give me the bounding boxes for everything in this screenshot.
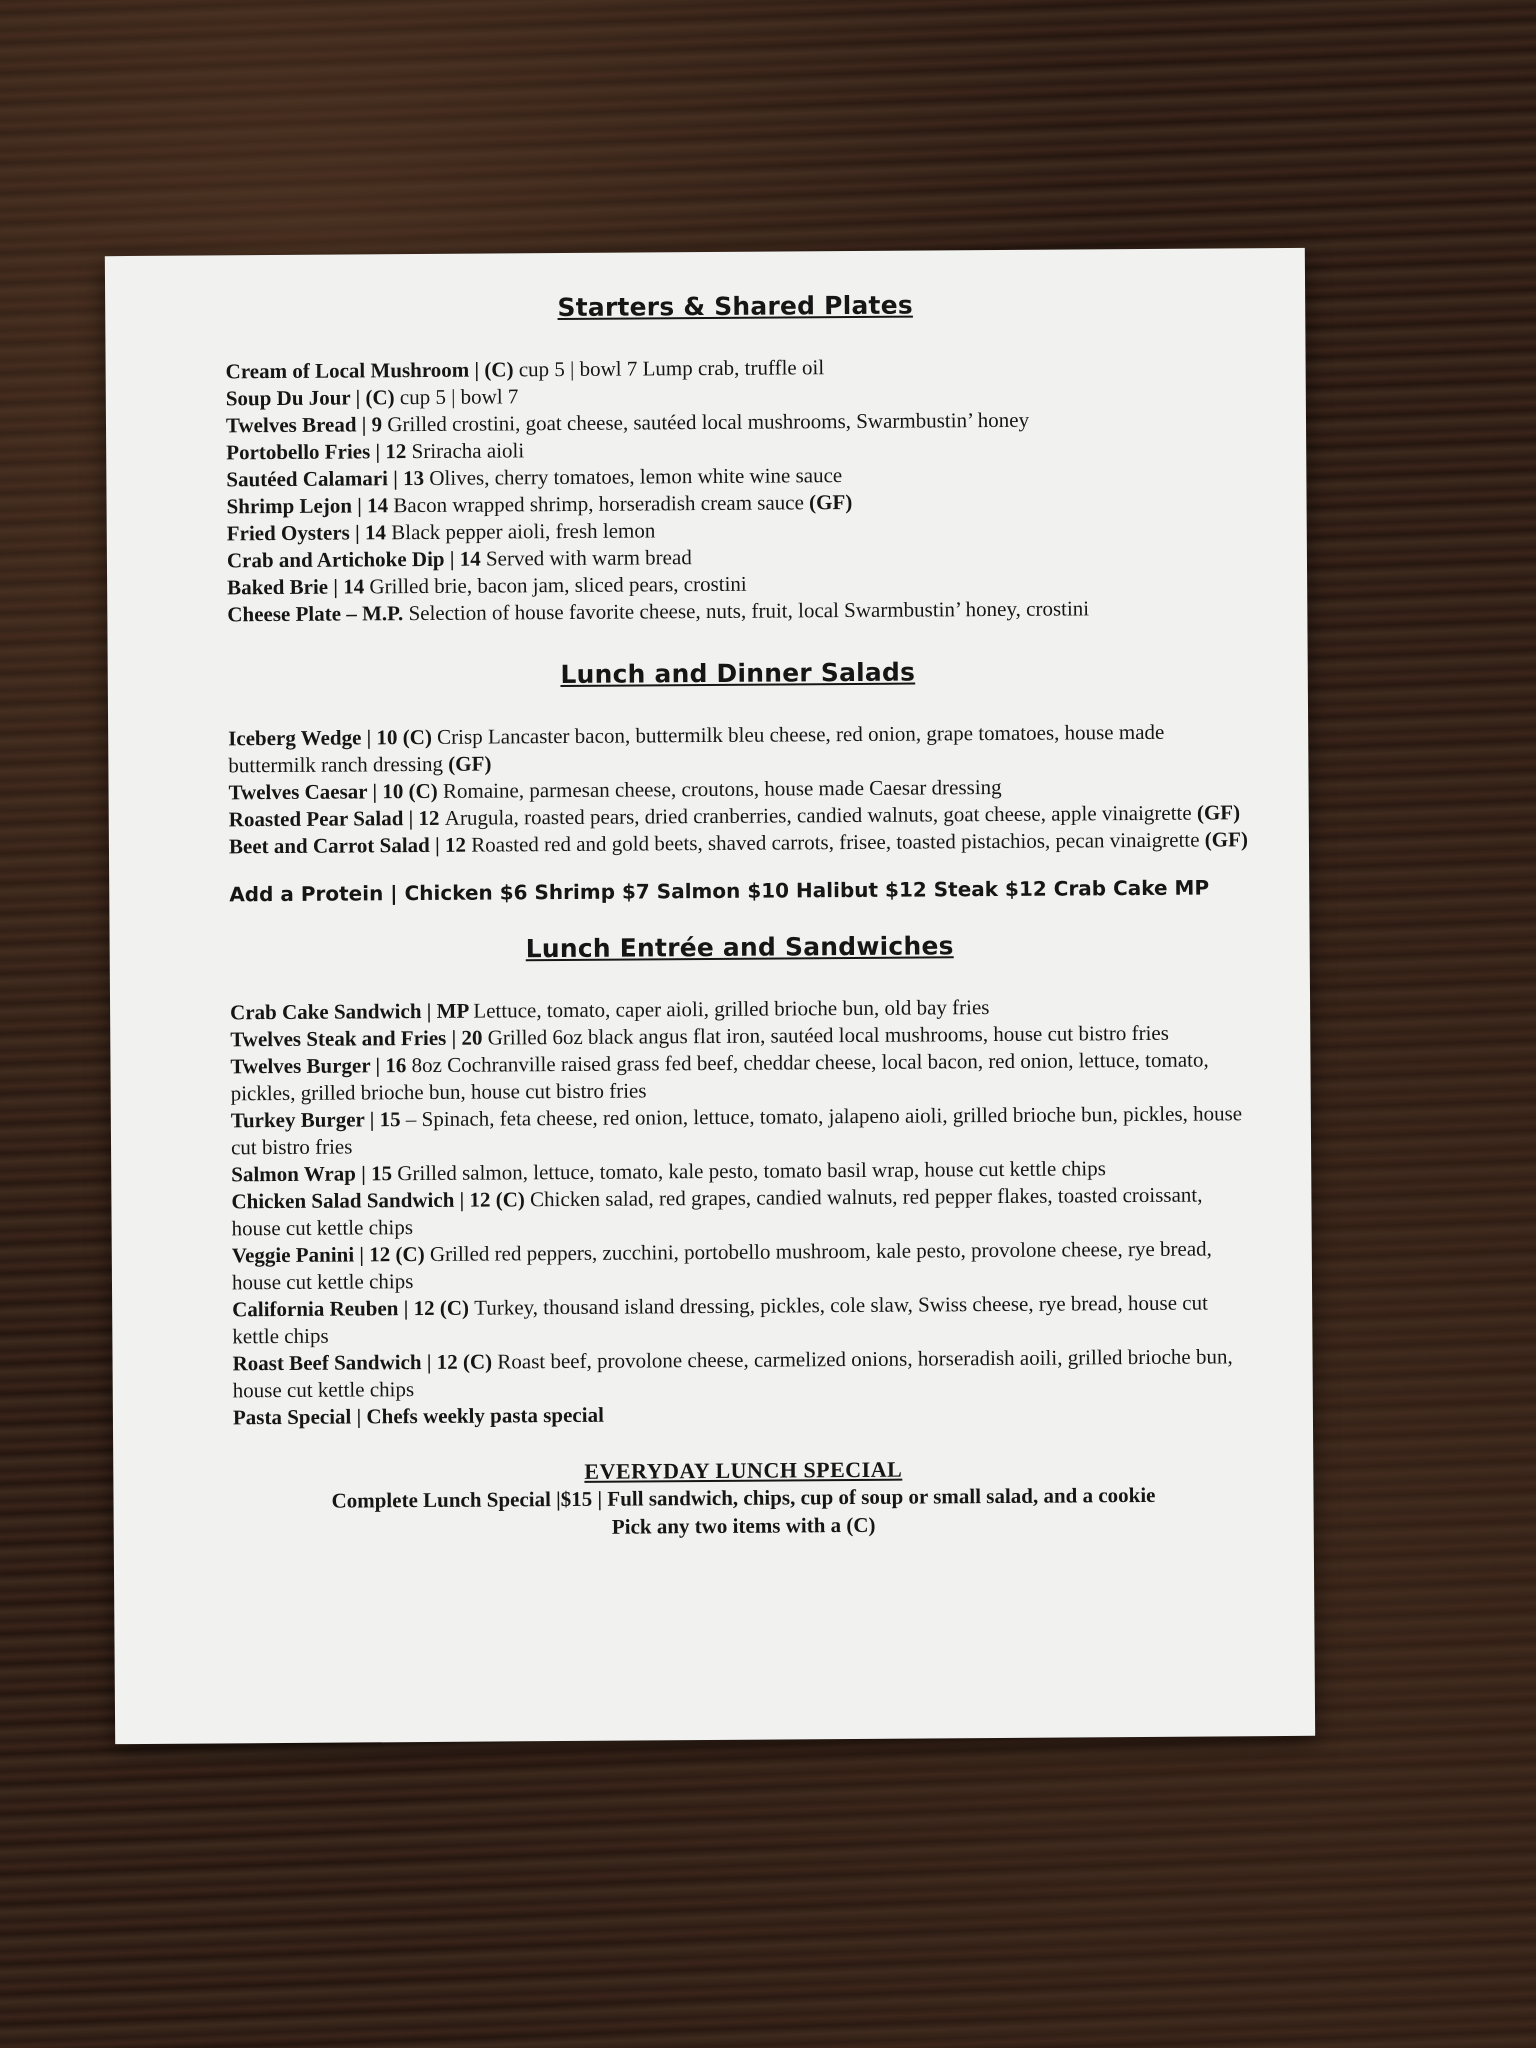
menu-item [232, 1235, 1252, 1296]
menu-item [231, 1181, 1251, 1242]
item-price: | 20 [446, 1025, 488, 1050]
item-name: Baked Brie [227, 574, 329, 600]
item-price: | 12 (C) [454, 1187, 531, 1212]
item-desc: 8oz Cochranville raised grass fed beef, cheddar cheese, local bacon, red onion, lettuce, tomato, pickles, grilled brioche bun, house cut bistro fries [230, 1047, 1209, 1106]
item-name: Roasted Pear Salad [228, 806, 404, 832]
item-price: | MP [421, 998, 474, 1024]
item-desc: Served with warm bread [485, 545, 692, 571]
item-price: | 14 [327, 574, 370, 599]
item-price: | 15 [355, 1161, 398, 1186]
item-name: Soup Du Jour [225, 385, 351, 411]
item-desc: Grilled salmon, lettuce, tomato, kale pesto, tomato basil wrap, house cut kettle chips [397, 1156, 1106, 1186]
menu-item [231, 1100, 1251, 1161]
item-name: Roast Beef Sandwich [232, 1350, 422, 1376]
starters-list [226, 351, 1248, 628]
item-desc: Lettuce, tomato, caper aioli, grilled brioche bun, old bay fries [473, 995, 990, 1023]
item-price: | 16 [370, 1053, 412, 1078]
item-name: Twelves Bread [225, 412, 357, 438]
special-title: EVERYDAY LUNCH SPECIAL [584, 1456, 903, 1484]
menu-item [232, 1289, 1252, 1350]
item-tag: (GF) [809, 489, 853, 515]
item-price: | 12 (C) [398, 1295, 475, 1321]
section-title: Starters & Shared Plates [557, 290, 913, 323]
item-price: | Chefs weekly pasta special [351, 1402, 604, 1429]
item-name: Crab and Artichoke Dip [226, 546, 445, 573]
item-name: Twelves Steak and Fries [230, 1025, 447, 1052]
item-price: | 14 [349, 520, 392, 545]
menu-item [228, 718, 1248, 779]
item-price: | 15 [364, 1107, 406, 1132]
section-salads [228, 655, 1250, 906]
menu-item [233, 1397, 1253, 1431]
item-price: | 12 [429, 832, 472, 857]
item-name: Crab Cake Sandwich [230, 999, 422, 1025]
item-desc: Arugula, roasted pears, dried cranberries, candied walnuts, goat cheese, apple vinaigrette [444, 800, 1198, 830]
item-desc: Romaine, parmesan cheese, croutons, house made Caesar dressing [442, 774, 1002, 803]
item-desc: Grilled 6oz black angus flat iron, sautéed local mushrooms, house cut bistro fries [487, 1020, 1169, 1050]
item-price: | (C) [350, 385, 400, 410]
item-name: Salmon Wrap [231, 1161, 357, 1187]
item-desc: Selection of house favorite cheese, nuts, fruit, local Swarmbustin’ honey, crostini [408, 596, 1090, 626]
section-starters [225, 288, 1248, 662]
item-name: Veggie Panini [231, 1242, 355, 1268]
item-desc: Grilled crostini, goat cheese, sautéed local mushrooms, Swarmbustin’ honey [387, 407, 1030, 437]
item-tag: (GF) [448, 751, 492, 776]
item-desc: cup 5 | bowl 7 Lump crab, truffle oil [518, 355, 825, 382]
item-name: Chicken Salad Sandwich [231, 1187, 455, 1214]
item-desc: Chicken salad, red grapes, candied walnuts, red pepper flakes, toasted croissant, house cut kettle chips [231, 1182, 1203, 1241]
item-desc: Grilled red peppers, zucchini, portobello mushroom, kale pesto, provolone cheese, rye bread, house cut kettle chips [231, 1236, 1212, 1295]
item-name: Beet and Carrot Salad [228, 832, 430, 859]
item-name: Pasta Special [232, 1404, 352, 1430]
item-desc: Roast beef, provolone cheese, carmelized onions, horseradish aoili, grilled brioche bun, house cut kettle chips [232, 1344, 1233, 1403]
item-desc: Olives, cherry tomatoes, lemon white wine sauce [429, 463, 843, 490]
section-entrees [230, 929, 1253, 1431]
item-desc: Black pepper aioli, fresh lemon [391, 518, 656, 545]
item-price: | 10 (C) [361, 724, 438, 750]
add-protein-line: Add a Protein | Chicken $6 Shrimp $7 Salmon $10 Halibut $12 Steak $12 Crab Cake MP [229, 875, 1210, 907]
item-price: | (C) [469, 357, 519, 382]
item-price: | 14 [351, 493, 394, 518]
item-desc: Bacon wrapped shrimp, horseradish cream sauce [393, 490, 810, 518]
item-price: | 12 (C) [421, 1349, 498, 1375]
item-name: Fried Oysters [226, 520, 350, 546]
item-desc: – Spinach, feta cheese, red onion, lettuce, tomato, jalapeno aioli, grilled brioche bun, pickles, house cut bistro fries [230, 1101, 1243, 1160]
item-price: – M.P. [340, 601, 409, 626]
item-name: Cream of Local Mushroom [225, 357, 470, 384]
item-desc: Roasted red and gold beets, shaved carrots, frisee, toasted pistachios, pecan vinaigrette [471, 827, 1205, 857]
item-name: Twelves Burger [230, 1053, 371, 1079]
salads-list [228, 718, 1249, 860]
item-name: California Reuben [232, 1296, 399, 1322]
item-desc: Crisp Lancaster bacon, buttermilk bleu cheese, red onion, grape tomatoes, house made buttermilk ranch dressing [228, 719, 1165, 778]
item-price: | 10 (C) [367, 778, 444, 804]
item-name: Sautéed Calamari [226, 466, 389, 492]
item-name: Portobello Fries [226, 439, 371, 465]
item-price: | 12 [403, 805, 445, 831]
menu-item [232, 1343, 1252, 1404]
item-name: Shrimp Lejon [226, 493, 353, 519]
special-note: Pick any two items with a (C) [611, 1512, 876, 1539]
item-price: | 12 (C) [354, 1241, 430, 1267]
item-price: | 13 [387, 465, 430, 491]
item-name: Twelves Caesar [228, 779, 368, 805]
item-price: | 9 [356, 412, 388, 437]
item-name: Iceberg Wedge [228, 725, 362, 751]
menu-sheet [105, 248, 1315, 1744]
menu-item [229, 826, 1249, 860]
item-name: Cheese Plate [227, 601, 342, 627]
section-title: Lunch Entrée and Sandwiches [525, 931, 954, 964]
item-desc: Grilled brie, bacon jam, sliced pears, crostini [369, 571, 747, 599]
item-price: | 12 [370, 439, 412, 464]
special-line: Complete Lunch Special |$15 | Full sandwich, chips, cup of soup or small salad, and a cookie [331, 1482, 1156, 1513]
item-name: Turkey Burger [230, 1107, 365, 1133]
menu-item [230, 1046, 1250, 1107]
entrees-list [230, 992, 1253, 1431]
item-tag: (GF) [1196, 800, 1241, 825]
item-price: | 14 [444, 546, 487, 571]
section-title: Lunch and Dinner Salads [560, 657, 916, 690]
item-desc: cup 5 | bowl 7 [399, 384, 519, 410]
item-desc: Turkey, thousand island dressing, pickles, cole slaw, Swiss cheese, rye bread, house cut kettle chips [232, 1290, 1208, 1349]
lunch-special [233, 1454, 1254, 1543]
item-desc: Sriracha aioli [411, 438, 525, 464]
item-tag: (GF) [1204, 827, 1249, 852]
